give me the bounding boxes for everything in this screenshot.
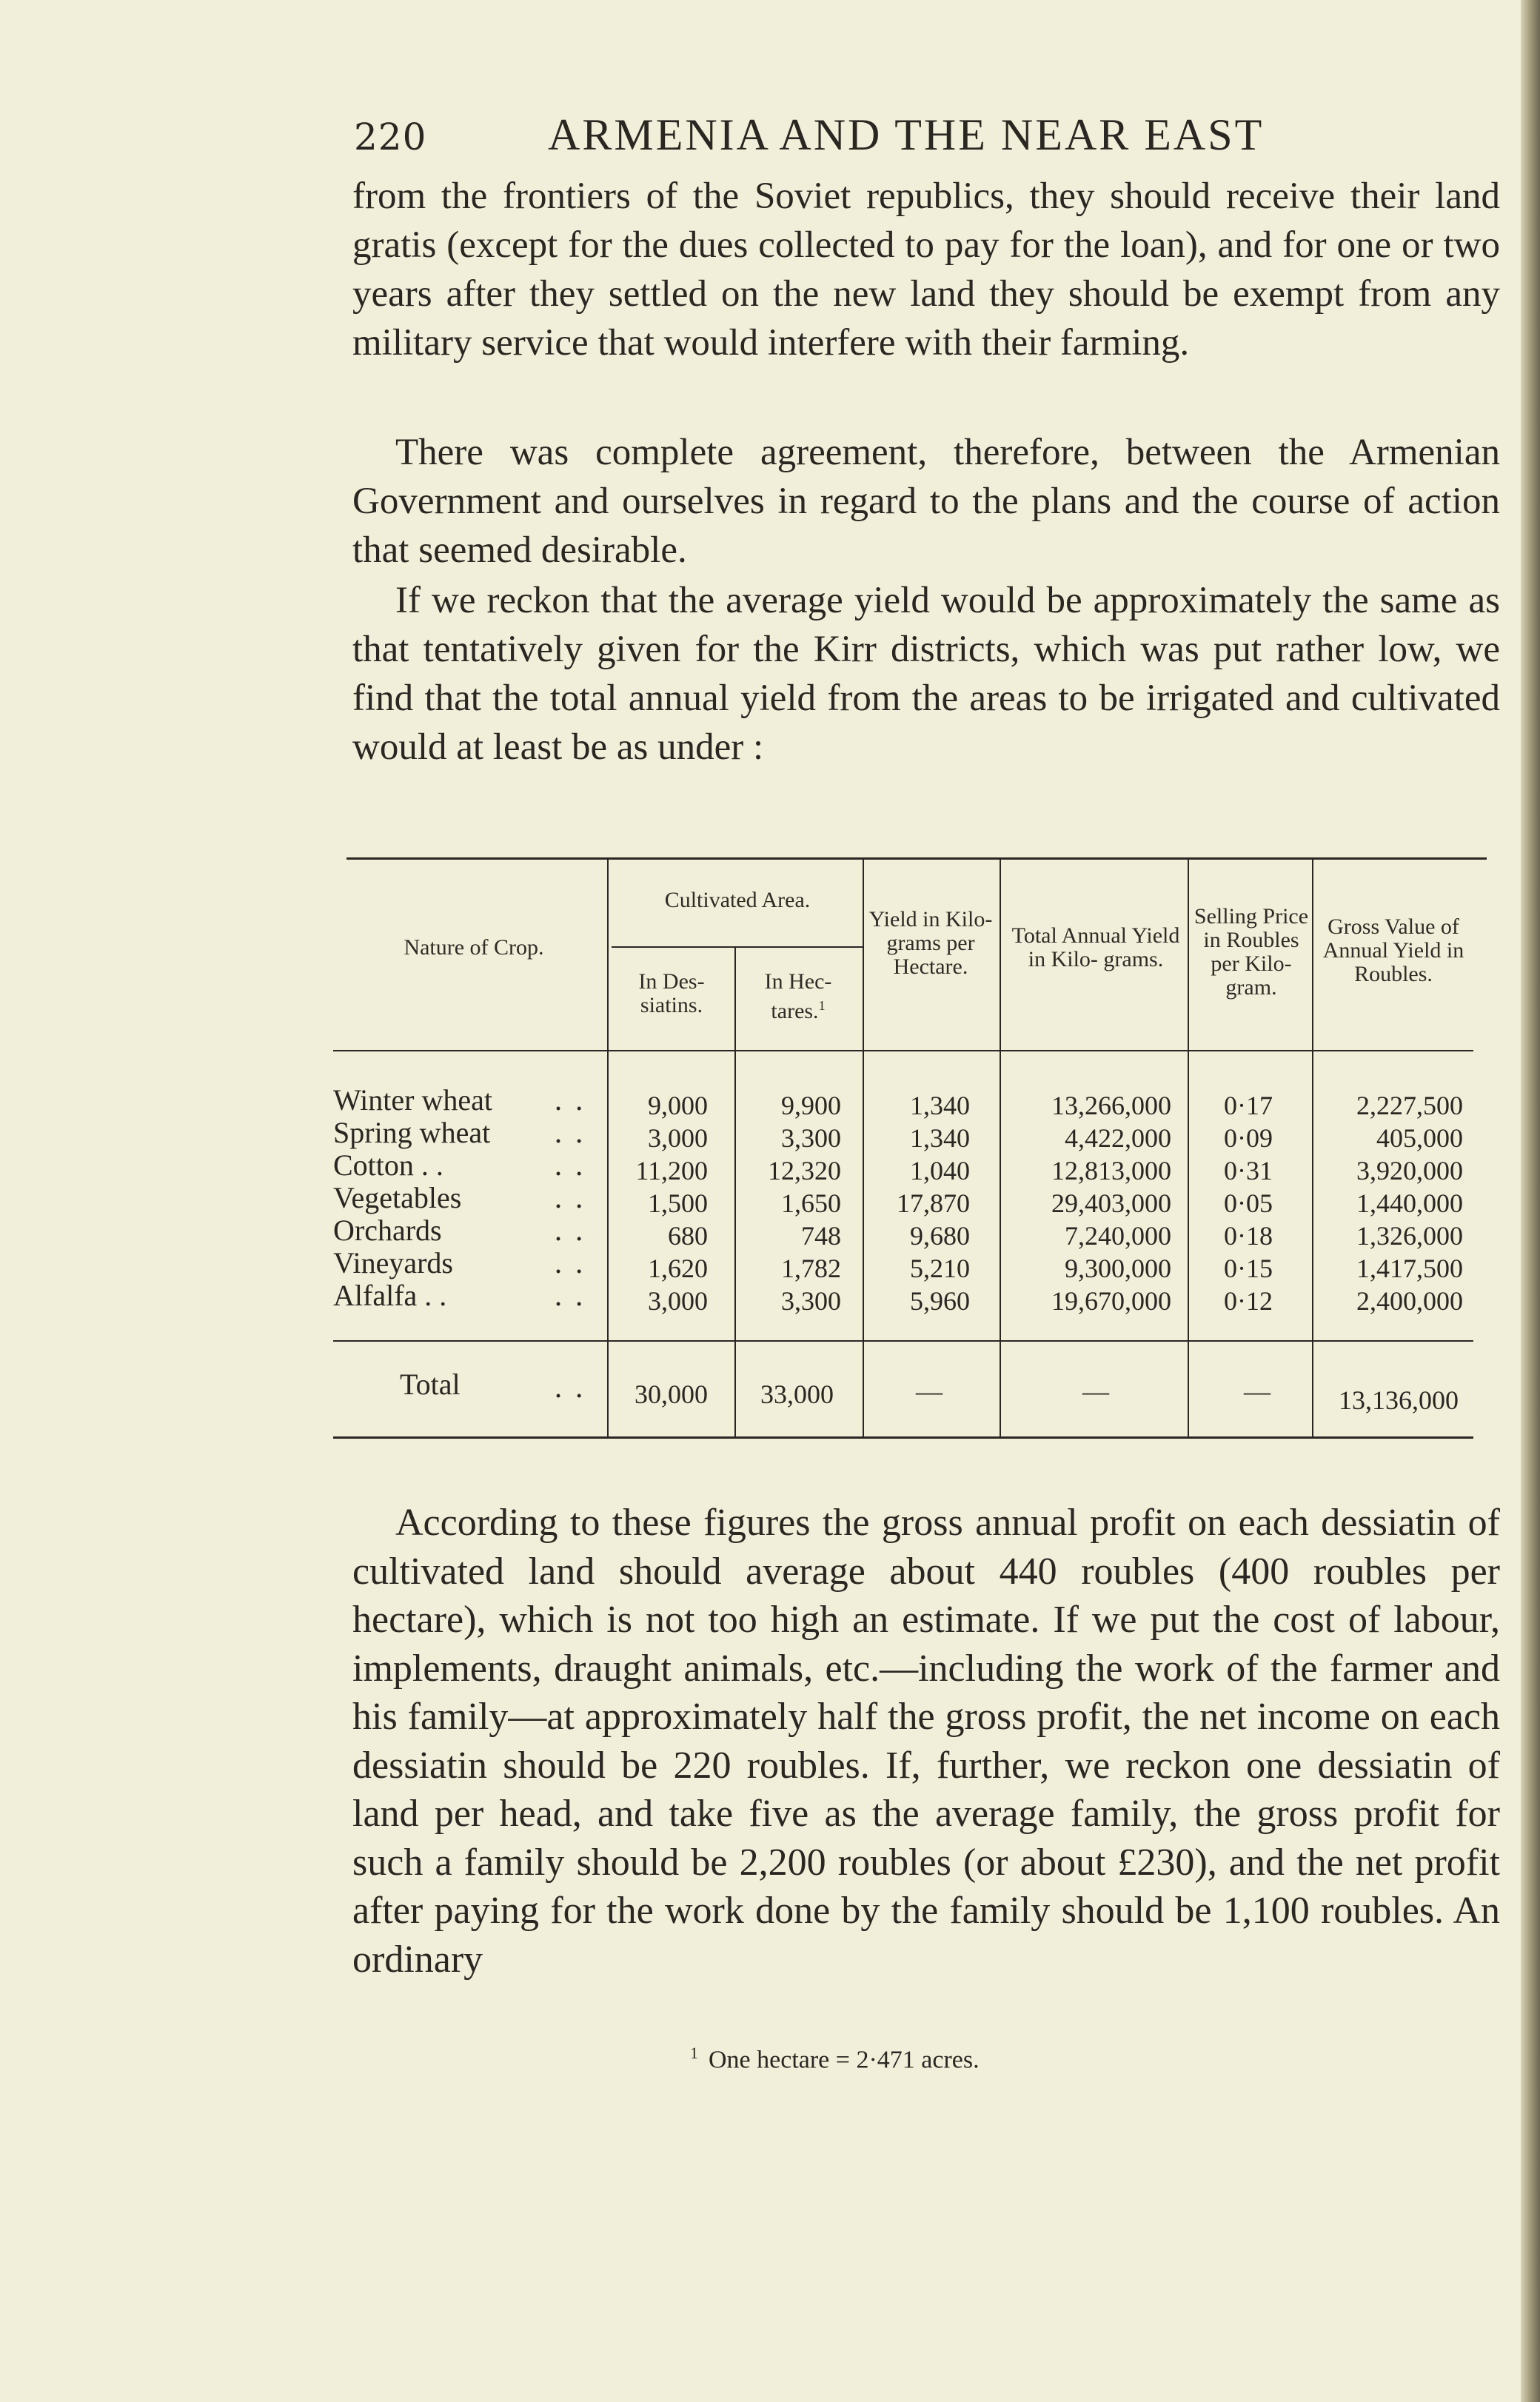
crop-name: Winter wheat	[333, 1083, 492, 1117]
cell-desiatins: 3,000	[648, 1286, 708, 1316]
cell-value: 1,440,000	[1356, 1188, 1463, 1218]
cell-value: 1,326,000	[1356, 1221, 1463, 1251]
cell-total: 7,240,000	[1065, 1221, 1171, 1251]
cell-yield: 5,210	[910, 1254, 970, 1283]
cell-hectares: 1,782	[781, 1254, 841, 1283]
cell-price: 0·17	[1224, 1091, 1273, 1120]
cell-hectares: 3,300	[781, 1286, 841, 1316]
cell-desiatins: 1,500	[648, 1188, 708, 1218]
cell-total: 19,670,000	[1051, 1286, 1171, 1316]
cell-total: 12,813,000	[1051, 1156, 1171, 1185]
hectares-footnote-ref: 1	[818, 998, 826, 1013]
cell-total: 29,403,000	[1051, 1188, 1171, 1218]
footnote-text: One hectare = 2·471 acres.	[709, 2046, 980, 2074]
col-rule	[734, 948, 736, 1436]
total-desiatins: 30,000	[635, 1379, 708, 1409]
paragraph-1: from the frontiers of the Soviet republics, they should receive their land gratis (except for the dues collected to pay for the loan), and for one or two years after they settled on the new land they should be exempt from any military service that would interfere with their farming.	[352, 175, 1500, 364]
crop-name: Orchards	[333, 1214, 442, 1247]
header-total-yield: Total Annual Yield in Kilo- grams.	[1011, 923, 1180, 971]
leader-dots: . .	[554, 1371, 586, 1404]
cell-price: 0·09	[1224, 1123, 1273, 1153]
cell-yield: 17,870	[897, 1188, 970, 1218]
cell-desiatins: 1,620	[648, 1254, 708, 1283]
cell-hectares: 3,300	[781, 1123, 841, 1153]
table-top-rule	[346, 857, 1487, 860]
header-yield: Yield in Kilo- grams per Hectare.	[868, 907, 993, 979]
cell-total: 13,266,000	[1051, 1091, 1171, 1120]
total-value: 13,136,000	[1339, 1385, 1459, 1415]
cell-price: 0·05	[1224, 1188, 1273, 1218]
crop-name: Cotton . .	[333, 1148, 443, 1182]
leader-dots: . .	[554, 1182, 586, 1214]
paragraph-4: According to these figures the gross annual profit on each dessiatin of cultivated land should average about 440 roubles (400 roubles per hectare), which is not too high an estimate. If we put the cost of labour, implements, draught animals, etc.—including the work of the farmer and his family—at approximately half the gross profit, the net income on each dessiatin should be 220 roubles. If, further, we reckon one dessiatin of land per head, and take five as the average family, the gross profit for such a family should be 2,200 roubles (or about £230), and the net profit after paying for the work done by the family should be 1,100 roubles. An ordinary	[352, 1502, 1500, 1981]
cell-value: 3,920,000	[1356, 1156, 1463, 1185]
total-hectares: 33,000	[760, 1379, 834, 1409]
cell-desiatins: 680	[668, 1221, 708, 1251]
crop-name: Spring wheat	[333, 1116, 491, 1149]
cultivated-area-rule	[612, 946, 863, 948]
total-price: —	[1244, 1376, 1270, 1406]
cell-hectares: 9,900	[781, 1091, 841, 1120]
cell-desiatins: 11,200	[635, 1156, 708, 1185]
header-bottom-rule	[333, 1050, 1473, 1051]
cell-price: 0·15	[1224, 1254, 1273, 1283]
paragraph-2: There was complete agreement, therefore, between the Armenian Government and ourselves in regard to the plans and the course of action that seemed desirable.	[352, 432, 1500, 571]
cell-total: 4,422,000	[1065, 1123, 1171, 1153]
cell-price: 0·12	[1224, 1286, 1273, 1316]
total-total: —	[1082, 1376, 1109, 1406]
page-number: 220	[354, 116, 427, 158]
cell-hectares: 12,320	[768, 1156, 841, 1185]
cell-total: 9,300,000	[1065, 1254, 1171, 1283]
total-label: Total	[400, 1368, 461, 1401]
col-rule	[1312, 859, 1313, 1436]
crop-name: Alfalfa . .	[333, 1279, 447, 1312]
cell-value: 2,400,000	[1356, 1286, 1463, 1316]
cell-hectares: 1,650	[781, 1188, 841, 1218]
header-crop: Nature of Crop.	[404, 935, 544, 960]
leader-dots: . .	[554, 1117, 586, 1149]
cell-value: 2,227,500	[1356, 1091, 1463, 1120]
header-gross-value: Gross Value of Annual Yield in Roubles.	[1322, 914, 1464, 986]
table-bottom-rule	[333, 1436, 1473, 1439]
col-rule	[863, 859, 864, 1436]
leader-dots: . .	[554, 1214, 586, 1247]
header-hectares	[746, 970, 850, 1023]
book-spine-edge	[1521, 0, 1540, 2402]
cell-yield: 1,340	[910, 1123, 970, 1153]
cell-yield: 9,680	[910, 1221, 970, 1251]
col-rule	[607, 859, 609, 1436]
cell-yield: 1,040	[910, 1156, 970, 1185]
total-yield: —	[916, 1376, 943, 1406]
cell-hectares: 748	[801, 1221, 841, 1251]
leader-dots: . .	[554, 1084, 586, 1117]
paragraph-3: If we reckon that the average yield would be approximately the same as that tentatively given for the Kirr districts, which was put rather low, we find that the total annual yield from the areas to be irrigated and cultivated would at least be as under :	[352, 580, 1500, 768]
cell-price: 0·18	[1224, 1221, 1273, 1251]
cell-value: 1,417,500	[1356, 1254, 1463, 1283]
crop-name: Vineyards	[333, 1246, 453, 1279]
total-top-rule	[333, 1340, 1473, 1342]
running-title: ARMENIA AND THE NEAR EAST	[548, 110, 1265, 159]
cell-desiatins: 3,000	[648, 1123, 708, 1153]
leader-dots: . .	[554, 1149, 586, 1182]
cell-value: 405,000	[1376, 1123, 1463, 1153]
header-cultivated-area: Cultivated Area.	[664, 888, 811, 912]
crop-name: Vegetables	[333, 1181, 462, 1214]
footnote	[690, 2044, 980, 2074]
footnote-mark: 1	[690, 2044, 698, 2062]
cell-desiatins: 9,000	[648, 1091, 708, 1120]
leader-dots: . .	[554, 1247, 586, 1279]
cell-yield: 5,960	[910, 1286, 970, 1316]
header-hectares-label: In Hec- tares.	[764, 969, 832, 1023]
cell-price: 0·31	[1224, 1156, 1273, 1185]
header-desiatins: In Des- siatins.	[638, 969, 705, 1017]
header-price: Selling Price in Roubles per Kilo- gram.	[1194, 904, 1309, 1000]
page-header	[354, 110, 1331, 169]
cell-yield: 1,340	[910, 1091, 970, 1120]
leader-dots: . .	[554, 1279, 586, 1312]
